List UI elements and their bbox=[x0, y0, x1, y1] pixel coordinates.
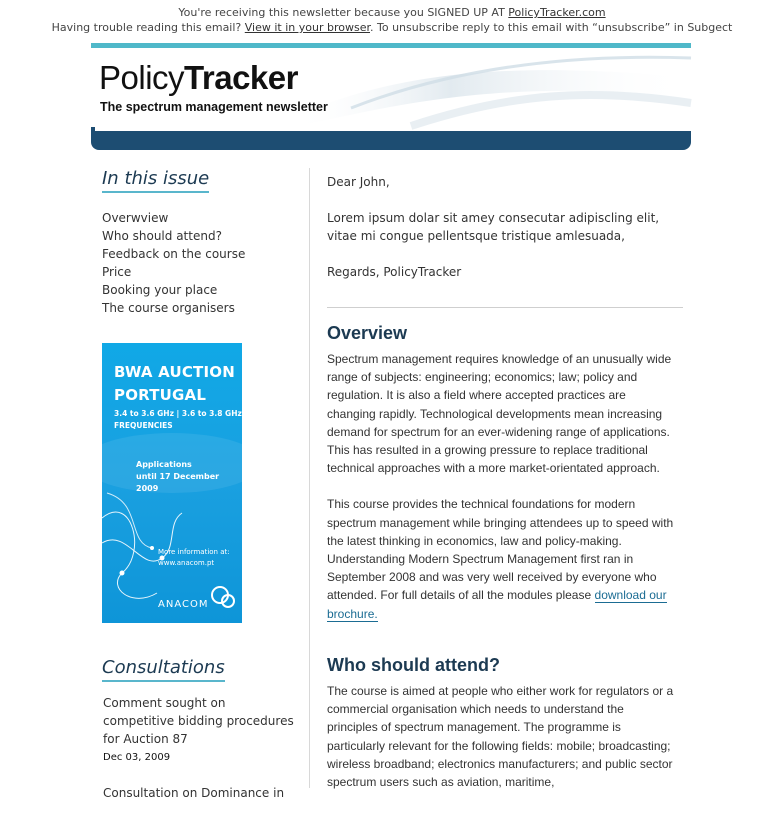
ad-title bbox=[114, 361, 235, 407]
overview-section bbox=[327, 322, 677, 623]
preheader-line-1 bbox=[0, 5, 784, 20]
ad-more-line-1: More information at: bbox=[158, 548, 230, 556]
ad-more-info bbox=[158, 547, 230, 569]
ad-freq-line-2: FREQUENCIES bbox=[114, 421, 173, 430]
ad-frequencies bbox=[114, 408, 242, 432]
column-divider bbox=[309, 168, 310, 788]
in-this-issue-heading: In this issue bbox=[102, 168, 209, 193]
consultation-date: Dec 03, 2009 bbox=[103, 752, 171, 763]
letter-divider bbox=[327, 307, 683, 308]
overview-paragraph-2 bbox=[327, 495, 677, 622]
ad-freq-line-1: 3.4 to 3.6 GHz | 3.6 to 3.8 GHz bbox=[114, 409, 242, 418]
signoff: Regards, PolicyTracker bbox=[327, 265, 462, 279]
trouble-reading-text: Having trouble reading this email? bbox=[51, 21, 242, 34]
ad-more-line-2: www.anacom.pt bbox=[158, 559, 215, 567]
who-should-attend-heading: Who should attend? bbox=[327, 655, 500, 675]
ad-apps-line-1: Applications bbox=[136, 460, 192, 469]
preheader-line-2 bbox=[0, 20, 784, 35]
ad-apps-line-2: until 17 December 2009 bbox=[136, 472, 220, 493]
consultation-title[interactable]: Comment sought on competitive bidding procedures for Auction 87 bbox=[103, 696, 294, 746]
download-brochure-link[interactable]: download our brochure. bbox=[327, 588, 667, 621]
consultation-title[interactable]: Consultation on Dominance in bbox=[103, 786, 285, 800]
toc-item-overview[interactable]: Overwview bbox=[102, 211, 169, 225]
logo-word-policy: Policy bbox=[99, 59, 185, 96]
overview-heading: Overview bbox=[327, 323, 408, 343]
greeting: Dear John, bbox=[327, 175, 390, 189]
consultations-list bbox=[103, 694, 298, 820]
header-navy-bar bbox=[91, 131, 691, 150]
view-in-browser-link[interactable]: View it in your browser bbox=[244, 21, 370, 34]
overview-paragraph-2-text: This course provides the technical foundations for modern spectrum management while bringing attendees up to speed with the latest thinking in economics, law and policy-making. Understanding Modern Spectrum Management first ran in September 2008 and was very well received by everyone who attended. For full details of all the modules please bbox=[327, 497, 674, 603]
swoosh-graphic bbox=[291, 48, 691, 131]
toc-item-organisers[interactable]: The course organisers bbox=[102, 301, 235, 315]
tagline: The spectrum management newsletter bbox=[100, 100, 328, 114]
consultation-item[interactable] bbox=[103, 694, 298, 766]
letter-body: Lorem ipsum dolar sit amey consecutar adipiscling elit, vitae mi congue pellentsque tristique amlesuada, bbox=[327, 211, 660, 243]
who-should-attend-paragraph: The course is aimed at people who either work for regulators or a commercial organisation which needs to understand the principles of spectrum management. The programme is particularly relevant for the following fields: mobile; broadcasting; wireless broadband; electronics manufacturers; and public sector spectrum users such as aviation, maritime, bbox=[327, 684, 674, 790]
ad-title-line-1: BWA AUCTION bbox=[114, 363, 235, 381]
toc-item-price[interactable]: Price bbox=[102, 265, 132, 279]
policytracker-link[interactable]: PolicyTracker.com bbox=[508, 6, 606, 19]
overview-paragraph-1: Spectrum management requires knowledge of an unusually wide range of subjects: engineering; economics; law; policy and regulation. It is also a field where accepted practices are changing rapidly. Technological developments mean increasing demand for spectrum for an ever-widening range of applications. This has resulted in a growing pressure to replace traditional technical approaches with a more market-orientated approach. bbox=[327, 352, 672, 476]
ad-title-line-2: PORTUGAL bbox=[114, 386, 207, 404]
toc-item-who-should-attend[interactable]: Who should attend? bbox=[102, 229, 222, 243]
anacom-brand: ANACOM bbox=[158, 599, 209, 610]
consultations-heading: Consultations bbox=[102, 657, 225, 682]
issue-toc bbox=[102, 209, 302, 317]
sidebar bbox=[102, 168, 302, 317]
masthead bbox=[91, 48, 691, 131]
ad-applications bbox=[136, 459, 242, 495]
unsubscribe-text: . To unsubscribe reply to this email with “unsubscribe” in Subgect bbox=[370, 21, 733, 34]
anacom-bwa-auction-ad[interactable] bbox=[102, 343, 242, 623]
toc-item-feedback[interactable]: Feedback on the course bbox=[102, 247, 246, 261]
who-should-attend-section bbox=[327, 654, 677, 791]
policytracker-logo bbox=[99, 60, 298, 96]
logo-word-tracker: Tracker bbox=[184, 59, 298, 96]
toc-item-booking[interactable]: Booking your place bbox=[102, 283, 218, 297]
signup-notice: You're receiving this newsletter because you SIGNED UP AT bbox=[178, 6, 505, 19]
preheader bbox=[0, 5, 784, 35]
letter bbox=[327, 173, 685, 281]
consultation-item[interactable] bbox=[103, 784, 298, 802]
